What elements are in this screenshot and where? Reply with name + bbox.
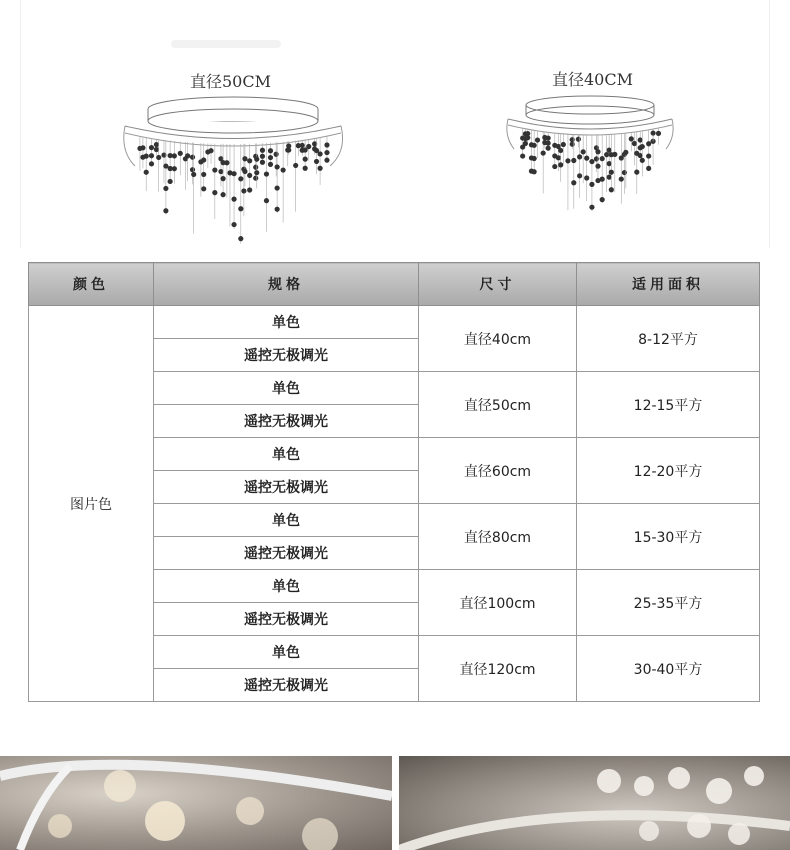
product-photo-left [0,756,392,850]
chandelier-diagram-40 [500,65,680,215]
spec-cell: 单色 [154,438,419,471]
size-cell: 直径40cm [419,306,577,372]
spec-cell: 遥控无极调光 [154,471,419,504]
diagram-label-50: 直径50CM [190,72,271,91]
spec-cell: 遥控无极调光 [154,669,419,702]
photo-left-detail [0,756,392,850]
header-spec: 规格 [154,263,419,306]
area-cell: 12-20平方 [577,438,760,504]
header-size: 尺寸 [419,263,577,306]
table-row [29,306,760,339]
spec-cell: 单色 [154,504,419,537]
chandelier-drawing-small [500,91,680,221]
size-cell: 直径80cm [419,504,577,570]
diagram-label-40: 直径40CM [552,70,633,89]
area-cell: 8-12平方 [577,306,760,372]
decorative-strip [171,40,281,48]
chandelier-drawing-large [115,91,355,251]
area-cell: 15-30平方 [577,504,760,570]
spec-cell: 遥控无极调光 [154,603,419,636]
area-cell: 25-35平方 [577,570,760,636]
color-cell: 图片色 [29,306,154,702]
photo-right-detail [399,756,790,850]
size-cell: 直径50cm [419,372,577,438]
header-color: 颜色 [29,263,154,306]
size-cell: 直径100cm [419,570,577,636]
header-area: 适用面积 [577,263,760,306]
spec-cell: 遥控无极调光 [154,339,419,372]
spec-cell: 单色 [154,636,419,669]
spec-cell: 遥控无极调光 [154,405,419,438]
spec-cell: 遥控无极调光 [154,537,419,570]
spec-cell: 单色 [154,372,419,405]
area-cell: 12-15平方 [577,372,760,438]
spec-cell: 单色 [154,570,419,603]
product-photo-right [399,756,790,850]
size-cell: 直径120cm [419,636,577,702]
table-header-row [29,263,760,306]
size-cell: 直径60cm [419,438,577,504]
area-cell: 30-40平方 [577,636,760,702]
chandelier-diagram-50 [115,65,355,250]
spec-cell: 单色 [154,306,419,339]
spec-table [28,262,760,702]
